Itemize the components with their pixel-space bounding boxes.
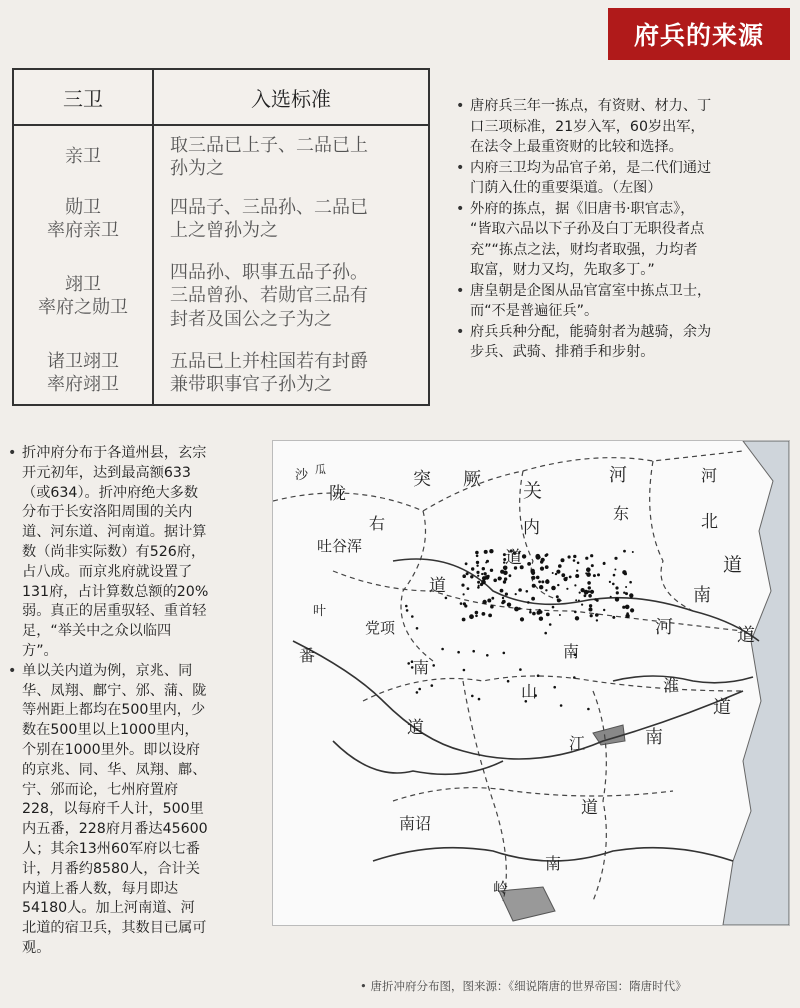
prefecture-dot [551, 586, 556, 591]
map-label: 河 [609, 465, 627, 486]
map-label: 党项 [365, 619, 396, 637]
prefecture-dot [464, 604, 467, 607]
map-label: 右 [369, 514, 386, 533]
prefecture-dot [593, 574, 596, 577]
prefecture-dot [625, 605, 630, 610]
prefecture-dot [526, 590, 529, 593]
prefecture-dot [587, 581, 591, 585]
prefecture-dot [540, 560, 543, 563]
prefecture-dot [500, 589, 504, 593]
prefecture-dot [541, 580, 544, 583]
prefecture-dot [556, 595, 559, 598]
prefecture-dot [614, 557, 617, 560]
prefecture-dot [584, 594, 587, 597]
prefecture-dot [477, 581, 480, 584]
prefecture-dot [557, 584, 559, 586]
prefecture-dot [576, 570, 578, 572]
prefecture-dot [632, 551, 634, 553]
prefecture-dot [603, 609, 605, 611]
prefecture-dot [558, 564, 562, 568]
prefecture-dot [505, 593, 508, 596]
prefecture-dot [476, 571, 479, 574]
prefecture-dot [589, 608, 593, 612]
prefecture-dot [470, 575, 473, 578]
tang-military-map [272, 440, 790, 926]
prefecture-dot [502, 600, 506, 604]
prefecture-dot [581, 588, 585, 592]
map-label: 南 [413, 658, 430, 677]
prefecture-dot [579, 592, 581, 594]
prefecture-dot [613, 574, 616, 577]
guard-cell: 勋卫 率府亲卫 [14, 188, 153, 250]
prefecture-dot [515, 593, 517, 595]
prefecture-dot [589, 604, 592, 607]
map-label: 道 [429, 576, 446, 596]
prefecture-dot [407, 662, 410, 665]
prefecture-dot [544, 632, 547, 635]
table-row [14, 342, 428, 404]
prefecture-dot [536, 576, 540, 580]
prefecture-dot [486, 654, 489, 657]
prefecture-dots [405, 549, 634, 710]
prefecture-dot [574, 584, 576, 586]
prefecture-dot [575, 599, 577, 601]
prefecture-dot [445, 597, 448, 600]
map-label: 道 [505, 548, 522, 568]
prefecture-dot [569, 576, 572, 579]
bullet-item: • 唐府兵三年一拣点，有资财、材力、丁 口三项标准，21岁入军，60岁出军， 在法令上最重资财的比较和选择。 [456, 96, 788, 158]
prefecture-dot [482, 567, 485, 570]
map-label: 岭 [493, 879, 509, 897]
prefecture-dot [529, 611, 532, 614]
prefecture-dot [588, 590, 591, 593]
prefecture-dot [539, 617, 543, 621]
three-guards-table [12, 68, 430, 406]
prefecture-dot [538, 609, 541, 612]
map-label: 江 [569, 734, 586, 753]
prefecture-dot [416, 627, 419, 630]
sea-area [723, 441, 789, 925]
prefecture-dot [518, 607, 521, 610]
prefecture-dot [531, 576, 535, 580]
table-row [14, 125, 428, 188]
prefecture-dot [559, 614, 561, 616]
prefecture-dot [577, 562, 580, 565]
prefecture-dot [476, 555, 479, 558]
prefecture-dot [514, 607, 519, 612]
prefecture-dot [490, 605, 494, 609]
prefecture-dot [482, 600, 486, 604]
bullet-item: • 折冲府分布于各道州县，玄宗 开元初年，达到最高额633 （或634）。折冲府绝大多数 分布于长安洛阳周围的关内 道、河东道、河南道。据计算 数（尚非实际数）有526府， 占八成。而京兆府就设置了 131府，占计算数总额的20% 弱。真正的居重驭轻、重首轻 足，“举关中之众以临四 方”。 [8, 444, 270, 662]
prefecture-dot [545, 589, 547, 591]
prefecture-dot [615, 597, 619, 601]
map-label: 厥 [463, 469, 481, 490]
bullet-item: • 内府三卫均为品官子弟，是二代们通过 门荫入仕的重要渠道。（左图） [456, 158, 788, 199]
prefecture-dot [623, 592, 625, 594]
rivers [293, 559, 759, 861]
prefecture-dot [478, 698, 481, 701]
prefecture-dot [475, 551, 479, 555]
prefecture-dot [476, 561, 479, 564]
prefecture-dot [460, 602, 463, 605]
prefecture-dot [549, 623, 552, 626]
prefecture-dot [545, 565, 549, 569]
prefecture-dot [629, 581, 632, 584]
table-row [14, 188, 428, 250]
prefecture-dot [568, 555, 571, 558]
prefecture-dot [545, 554, 548, 557]
prefecture-dot [610, 596, 612, 598]
prefecture-dot [467, 587, 470, 590]
prefecture-dot [500, 577, 502, 579]
prefecture-dot [557, 598, 561, 602]
guard-cell: 亲卫 [14, 125, 153, 188]
prefecture-dot [471, 567, 474, 570]
map-label: 道 [581, 798, 598, 818]
prefecture-dot [463, 669, 466, 672]
prefecture-dot [475, 611, 479, 615]
prefecture-dot [441, 648, 444, 651]
prefecture-dot [566, 588, 568, 590]
prefecture-dot [493, 579, 497, 583]
map-caption: • 唐折冲府分布图，图来源：《细说隋唐的世界帝国：隋唐时代》 [360, 979, 687, 993]
prefecture-dot [616, 591, 619, 594]
prefecture-dot [532, 612, 536, 616]
prefecture-dot [546, 613, 550, 617]
prefecture-dot [587, 708, 590, 711]
header-criteria: 入选标准 [153, 70, 428, 125]
map-label: 叶 [313, 604, 327, 619]
prefecture-dot [560, 704, 563, 707]
prefecture-dot [531, 571, 535, 575]
prefecture-dot [540, 567, 544, 571]
prefecture-dot [481, 573, 483, 575]
map-label: 沙 [295, 468, 309, 483]
prefecture-dot [462, 618, 466, 622]
map-label: 道 [737, 625, 755, 646]
prefecture-dot [475, 615, 478, 618]
criteria-cell: 四品子、三品孙、二品已 上之曾孙为之 [170, 196, 368, 242]
prefecture-dot [529, 609, 531, 611]
prefecture-dot [586, 567, 591, 572]
prefecture-dot [612, 616, 615, 619]
prefecture-dot [594, 598, 597, 601]
prefecture-dot [532, 584, 536, 588]
prefecture-dot [581, 604, 583, 606]
prefecture-dot [487, 575, 490, 578]
header-guard: 三卫 [14, 70, 153, 125]
prefecture-dot [625, 586, 627, 588]
criteria-cell: 四品孙、职事五品子孙。 三品曾孙、若勋官三品有 封者及国公之子为之 [170, 262, 368, 330]
map-label: 内 [523, 518, 540, 538]
prefecture-dot [484, 550, 488, 554]
map-label: 陇 [329, 484, 346, 504]
prefecture-dot [552, 606, 555, 609]
prefecture-dot [488, 614, 492, 618]
map-label: 瓜 [315, 463, 326, 476]
prefecture-dot [622, 570, 626, 574]
table-header-row [14, 70, 428, 125]
prefecture-dot [480, 583, 483, 586]
prefecture-dot [574, 611, 577, 614]
prefecture-dot [585, 557, 588, 560]
prefecture-dot [614, 569, 616, 571]
map-label: 道 [723, 554, 743, 576]
map-illustration [273, 441, 789, 925]
prefecture-dot [503, 571, 508, 576]
guard-cell: 翊卫 率府之勋卫 [14, 250, 153, 342]
prefecture-dot [405, 605, 408, 608]
page-title: 府兵的来源 [608, 8, 790, 60]
prefecture-dot [591, 564, 594, 567]
prefecture-dot [595, 613, 599, 617]
prefecture-dot [483, 572, 486, 575]
prefecture-dot [519, 668, 522, 671]
prefecture-dot [466, 572, 469, 575]
distribution-bullets [8, 444, 270, 959]
prefecture-dot [416, 691, 419, 694]
prefecture-dot [406, 609, 409, 612]
map-label: 河 [655, 617, 673, 638]
prefecture-dot [573, 559, 576, 562]
criteria-cell: 取三品已上子、二品已上 孙为之 [170, 134, 368, 180]
prefecture-dot [603, 562, 606, 565]
prefecture-dot [555, 573, 557, 575]
prefecture-dot [486, 560, 489, 563]
prefecture-dot [491, 597, 494, 600]
prefecture-dot [531, 597, 535, 601]
prefecture-dot [418, 688, 421, 691]
prefecture-dot [507, 680, 510, 683]
prefecture-dot [546, 580, 550, 584]
prefecture-dot [561, 558, 565, 562]
prefecture-dot [527, 562, 531, 566]
prefecture-dot [612, 583, 615, 586]
map-label: 道 [407, 718, 424, 738]
map-label: 吐谷浑 [317, 537, 363, 555]
prefecture-dot [500, 571, 503, 574]
prefecture-dot [573, 555, 576, 558]
prefecture-dot [630, 596, 632, 598]
prefecture-dot [590, 554, 593, 557]
prefecture-dot [578, 600, 580, 602]
map-label: 番 [299, 646, 316, 665]
prefecture-dot [538, 580, 541, 583]
map-label: 河 [701, 466, 718, 485]
prefecture-dot [520, 617, 524, 621]
prefecture-dot [477, 575, 479, 577]
prefecture-dot [478, 585, 480, 587]
map-label: 淮 [663, 676, 680, 695]
prefecture-dot [487, 599, 491, 603]
prefecture-dot [535, 554, 540, 559]
prefecture-dot [471, 695, 474, 698]
prefecture-dot [522, 554, 526, 558]
map-label: 南 [645, 727, 663, 748]
prefecture-dot [463, 593, 465, 595]
prefecture-dot [630, 608, 634, 612]
guard-cell: 诸卫翊卫 率府翊卫 [14, 342, 153, 404]
prefecture-dot [553, 686, 556, 689]
prefecture-dot [573, 676, 576, 679]
prefecture-dot [465, 562, 468, 565]
prefecture-dot [457, 651, 460, 654]
prefecture-dot [503, 652, 506, 655]
prefecture-dot [469, 614, 474, 619]
prefecture-dot [504, 577, 507, 580]
prefecture-dot [431, 684, 434, 687]
map-label: 道 [713, 697, 731, 718]
prefecture-dot [462, 574, 466, 578]
prefecture-dot [411, 615, 414, 618]
prefecture-dot [590, 614, 593, 617]
prefecture-dot [432, 664, 435, 667]
map-label: 南 [545, 854, 562, 873]
prefecture-dot [527, 601, 530, 604]
recruitment-bullets [456, 96, 788, 363]
map-label: 南 [563, 642, 580, 661]
prefecture-dot [596, 619, 598, 621]
prefecture-dot [518, 588, 522, 592]
map-label: 北 [701, 512, 718, 532]
prefecture-dot [585, 572, 587, 574]
prefecture-dot [489, 549, 493, 553]
prefecture-dot [575, 616, 579, 620]
prefecture-dot [503, 580, 506, 583]
prefecture-dot [552, 572, 554, 574]
prefecture-dot [537, 674, 540, 677]
prefecture-dot [556, 570, 560, 574]
map-label: 关 [523, 480, 543, 502]
prefecture-dot [539, 585, 543, 589]
prefecture-dot [482, 612, 486, 616]
prefecture-dot [615, 586, 618, 589]
prefecture-dot [588, 586, 591, 589]
map-label: 南 [693, 585, 711, 606]
table-row [14, 250, 428, 342]
bullet-item: • 外府的拣点，据《旧唐书·职官志》， “皆取六品以下子孙及白丁无职役者点 充”“拣点之法，财均者取强，力均者 取富，财力又均，先取多丁。” [456, 199, 788, 281]
bullet-item: • 唐皇朝是企图从品官富室中拣点卫士， 而“不是普遍征兵”。 [456, 281, 788, 322]
prefecture-dot [588, 594, 592, 598]
map-label: 山 [521, 682, 538, 701]
prefecture-dot [597, 573, 600, 576]
prefecture-dot [609, 581, 611, 583]
map-label: 突 [413, 469, 431, 490]
prefecture-dot [476, 565, 478, 567]
prefecture-dot [507, 603, 511, 607]
prefecture-dot [461, 584, 464, 587]
prefecture-dot [623, 550, 626, 553]
prefecture-dot [626, 612, 629, 615]
lake-shape [593, 725, 625, 745]
bullet-item: • 府兵兵种分配，能骑射者为越骑，余为 步兵、武骑、排矟手和步射。 [456, 322, 788, 363]
bullet-item: • 单以关内道为例，京兆、同 华、凤翔、鄜宁、邠、蒲、陇 等州距上都均在500里内，少 数在500里以上1000里内， 个别在1000里外。即以设府 的京兆、同、华、凤翔、鄜、 宁、邠而论，七州府置府 228，以每府千人计，500里 内五番，228府月番达45600 人；其余13州60军府以七番 计，月番约8580人，合计关 内道上番人数，每月即达 54180人。加上河南道、河 北道的宿卫兵，其数目已属可 观。 [8, 662, 270, 959]
map-label: 南诏 [399, 814, 432, 833]
criteria-cell: 五品已上并柱国若有封爵 兼带职事官子孙为之 [170, 350, 368, 395]
prefecture-dot [575, 574, 579, 578]
prefecture-dot [566, 577, 568, 579]
prefecture-dot [509, 574, 512, 577]
prefecture-dot [490, 569, 493, 572]
prefecture-dot [561, 573, 565, 577]
prefecture-dot [472, 650, 475, 653]
map-label: 东 [613, 504, 630, 523]
prefecture-dot [590, 590, 594, 594]
prefecture-dot [502, 597, 504, 599]
